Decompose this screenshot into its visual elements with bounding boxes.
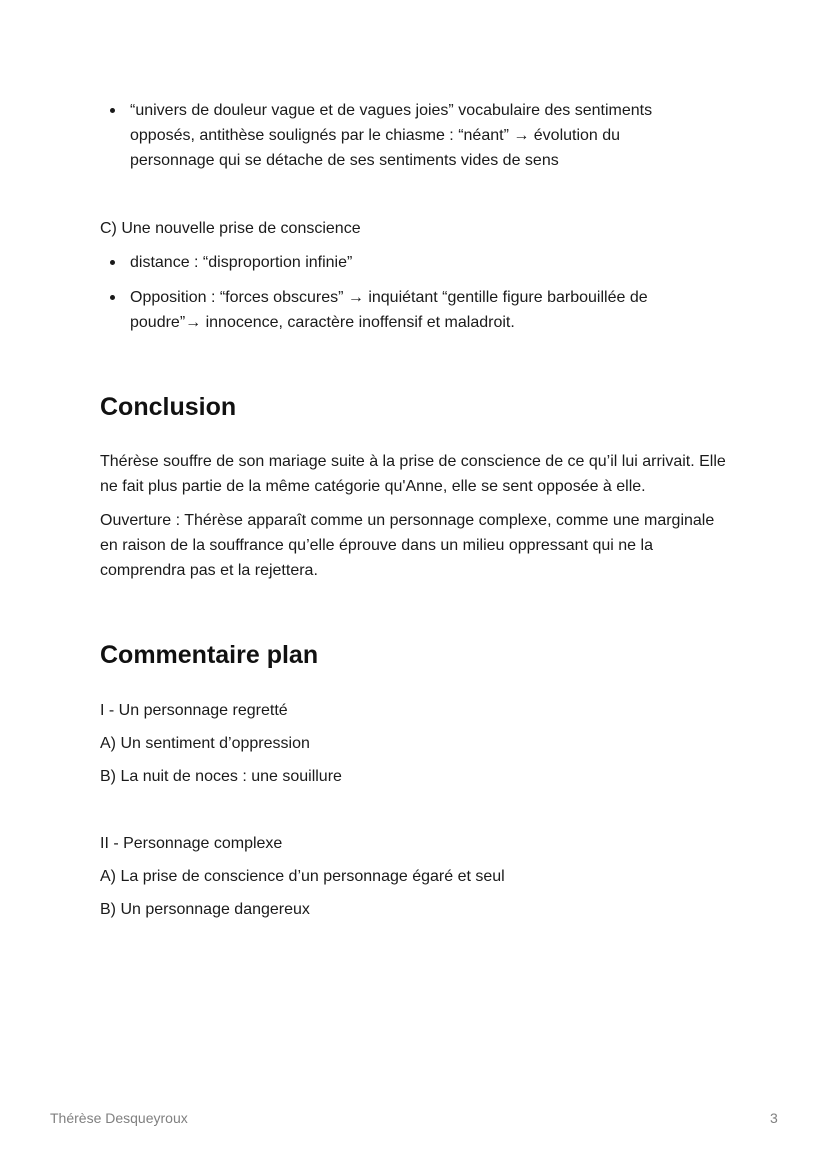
section-c-bullet-list (100, 250, 700, 335)
section-heading-c: C) Une nouvelle prise de conscience (100, 220, 361, 237)
plan-part-2-b: B) Un personnage dangereux (100, 901, 310, 918)
plan-part-1-title: I - Un personnage regretté (100, 702, 288, 719)
footer-page-number: 3 (770, 1110, 778, 1126)
previous-bullet-list (100, 98, 690, 173)
list-item: distance : “disproportion infinie” (130, 250, 700, 275)
plan-part-1-a: A) Un sentiment d’oppression (100, 735, 310, 752)
page-content (100, 98, 730, 922)
footer-document-title: Thérèse Desqueyroux (50, 1110, 188, 1126)
conclusion-opening-paragraph: Ouverture : Thérèse apparaît comme un personnage complexe, comme une marginale en raison de la souffrance qu’elle éprouve dans un milieu oppressant qui ne la comprendra pas et la rejettera. (100, 512, 715, 579)
list-item: “univers de douleur vague et de vagues joies” vocabulaire des sentiments opposés, antithèse soulignés par le chiasme : “néant” → évolution du personnage qui se détache de ses sentiments vides de sens (130, 98, 690, 173)
plan-part-2-a: A) La prise de conscience d’un personnage égaré et seul (100, 868, 505, 885)
plan-part-1-b: B) La nuit de noces : une souillure (100, 768, 342, 785)
list-item: Opposition : “forces obscures” → inquiétant “gentille figure barbouillée de poudre”→ innocence, caractère inoffensif et maladroit. (130, 285, 700, 335)
conclusion-title: Conclusion (100, 393, 237, 421)
plan-title: Commentaire plan (100, 641, 319, 669)
plan-part-2-title: II - Personnage complexe (100, 835, 283, 852)
conclusion-paragraph: Thérèse souffre de son mariage suite à la prise de conscience de ce qu’il lui arrivait. Elle ne fait plus partie de la même catégorie qu'Anne, elle se sent opposée à elle. (100, 453, 726, 495)
